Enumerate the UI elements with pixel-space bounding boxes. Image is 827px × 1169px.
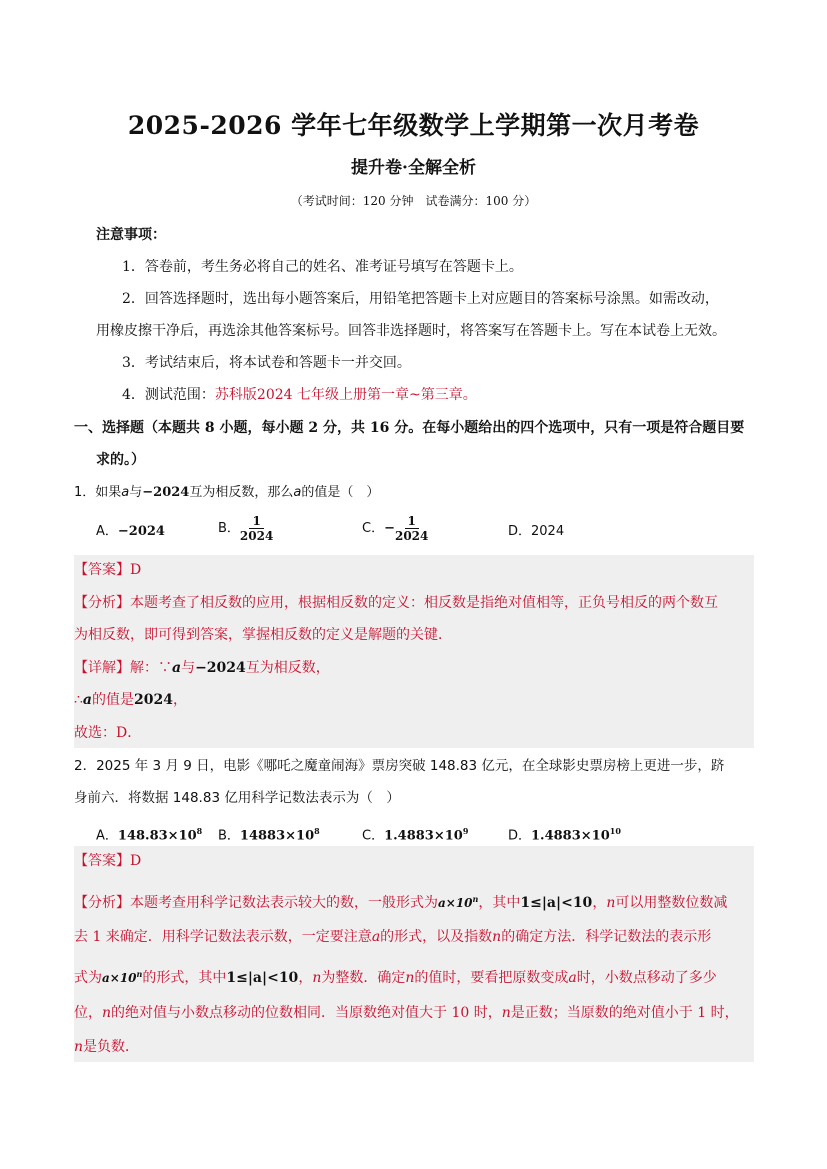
analysis-text: 是负数． (83, 1039, 140, 1055)
var-n: n (102, 1005, 112, 1021)
page-subtitle: 提升卷·全解全析 (351, 158, 476, 178)
notice-heading: 注意事项： (96, 227, 166, 243)
fraction-numerator: 1 (405, 514, 419, 529)
q1-analysis-line-2: 为相反数，即可得到答案，掌握相反数的定义是解题的关键． (74, 627, 452, 643)
option-label: B． (218, 521, 240, 536)
option-exponent: 8 (314, 826, 320, 836)
q1-option-a (96, 522, 165, 542)
question-1-stem (74, 483, 379, 503)
q1-var-a: a (293, 485, 302, 500)
var-n: n (606, 895, 616, 911)
var-n: n (312, 970, 322, 986)
var-n: n (74, 1039, 84, 1055)
analysis-text: 的形式，其中 (142, 970, 227, 986)
analysis-text: 为整数．确定 (321, 970, 406, 986)
question-2-stem-line-2: 身前六．将数据 148.83 亿用科学记数法表示为（ ） (74, 790, 400, 806)
analysis-text: 式为 (74, 970, 102, 986)
fraction (395, 514, 428, 543)
option-value: 2024 (531, 524, 565, 539)
sci-form: a×10 (438, 896, 473, 910)
section-heading-cont: 求的。） (96, 452, 145, 468)
q2-option-d (508, 821, 621, 846)
page-title: 2025-2026 学年七年级数学上学期第一次月考卷 (127, 111, 700, 140)
option-label: A． (96, 524, 118, 539)
analysis-text: 的值时，要看把原数变成 (414, 970, 569, 986)
option-label: C． (362, 828, 385, 844)
analysis-text: 是正数；当原数的绝对值小于 1 时， (510, 1005, 739, 1021)
q1-stem-part: 与 (129, 485, 143, 500)
option-label: D． (508, 524, 532, 539)
detail-var-a: a (172, 660, 182, 676)
notice-item-3: 3．考试结束后，将本试卷和答题卡一并交回。 (122, 355, 411, 371)
notice-item-2-line-2: 用橡皮擦干净后，再选涂其他答案标号。回答非选择题时，将答案写在答题卡上。写在本试卷上无效。 (96, 323, 726, 339)
analysis-text: 可以用整数位数减 (615, 895, 728, 911)
detail-number: −2024 (195, 660, 246, 676)
option-value: 14883×10 (239, 828, 315, 844)
sci-exponent: n (472, 894, 479, 904)
fraction-denominator: 2024 (239, 529, 274, 543)
var-a: a (568, 970, 577, 986)
q2-analysis-line-3 (74, 964, 717, 988)
q1-var-a: a (121, 485, 130, 500)
therefore-text: 的值是 (92, 692, 134, 708)
q2-answer: 【答案】D (74, 853, 142, 869)
analysis-text: ， (298, 970, 313, 986)
analysis-text: 的确定方法．科学记数法的表示形 (501, 929, 712, 945)
option-label: C． (362, 521, 385, 536)
q1-option-d (508, 522, 564, 542)
fraction-numerator: 1 (249, 514, 263, 529)
q1-option-c (362, 514, 428, 543)
option-exponent: 10 (609, 826, 621, 836)
option-exponent: 8 (196, 826, 203, 836)
analysis-text: 位， (74, 1005, 102, 1021)
detail-text: 【详解】解：∵ (74, 660, 172, 676)
q2-answer-block (74, 846, 754, 1062)
q2-analysis-line-5 (74, 1037, 139, 1057)
analysis-text: 时，小数点移动了多少 (576, 970, 717, 986)
q2-option-b (218, 821, 320, 846)
option-exponent: 9 (462, 826, 469, 836)
test-range: 苏科版2024 七年级上册第一章~第三章。 (214, 387, 477, 403)
q1-stem-part: 1．如果 (74, 485, 122, 500)
var-a: a (371, 929, 381, 945)
option-sign: − (384, 521, 395, 536)
q1-number: −2024 (142, 485, 190, 500)
detail-text: 互为相反数， (245, 660, 330, 676)
option-value: 148.83×10 (117, 828, 197, 844)
q2-analysis-line-1 (74, 889, 727, 913)
notice-item-1: 1．答卷前，考生务必将自己的姓名、准考证号填写在答题卡上。 (122, 259, 523, 275)
q1-analysis-line-1: 【分析】本题考查了相反数的应用，根据相反数的定义：相反数是指绝对值相等，正负号相反的两个数互 (74, 595, 718, 611)
question-2-stem-line-1: 2．2025 年 3 月 9 日，电影《哪吒之魔童闹海》票房突破 148.83 亿元，在全球影史票房榜上更进一步，跻 (74, 758, 725, 774)
q2-option-a (96, 821, 202, 846)
var-n: n (501, 1005, 511, 1021)
analysis-text: ，其中 (478, 895, 521, 911)
q1-answer: 【答案】D (74, 562, 142, 578)
sci-exponent: n (136, 969, 143, 979)
section-heading: 一、选择题（本题共 8 小题，每小题 2 分，共 16 分。在每小题给出的四个选项中，只有一项是符合题目要 (74, 420, 745, 436)
therefore-var-a: a (82, 692, 92, 708)
fraction (240, 514, 273, 543)
therefore-symbol: ∴ (74, 692, 83, 708)
option-label: D． (508, 828, 532, 844)
q2-analysis-line-2 (74, 927, 711, 947)
exam-meta: （考试时间：120 分钟 试卷满分：100 分） (290, 194, 537, 208)
option-value: −2024 (117, 524, 165, 539)
q1-stem-part: 的值是（ ） (301, 485, 380, 500)
analysis-text: 的形式，以及指数 (380, 929, 493, 945)
inequality: 1≤|a|<10 (226, 970, 299, 986)
analysis-text: 【分析】本题考查用科学记数法表示较大的数，一般形式为 (74, 895, 438, 911)
var-n: n (405, 970, 415, 986)
notice-item-2-line-1: 2．回答选择题时，选出每小题答案后，用铅笔把答题卡上对应题目的答案标号涂黑。如需改动， (122, 291, 719, 307)
therefore-value: 2024 (134, 692, 173, 708)
option-value: 1.4883×10 (384, 828, 463, 844)
q1-therefore (74, 690, 187, 710)
option-value: 1.4883×10 (531, 828, 610, 844)
sci-form: a×10 (102, 971, 137, 985)
notice-item-4-prefix: 4．测试范围： (122, 387, 215, 403)
option-label: B． (218, 828, 240, 844)
q2-analysis-line-4 (74, 1003, 739, 1023)
q1-option-b (218, 514, 273, 543)
q1-choice: 故选：D． (74, 725, 142, 741)
fraction-denominator: 2024 (394, 529, 429, 543)
var-n: n (492, 929, 502, 945)
q2-option-c (362, 821, 468, 846)
q1-detail (74, 658, 330, 678)
option-label: A． (96, 828, 118, 844)
inequality: 1≤|a|<10 (520, 895, 593, 911)
analysis-text: ， (592, 895, 607, 911)
q1-answer-block (74, 555, 754, 748)
therefore-text: ， (172, 692, 187, 708)
q1-stem-part: 互为相反数，那么 (189, 485, 294, 500)
analysis-text: 去 1 来确定．用科学记数法表示数，一定要注意 (74, 929, 372, 945)
detail-text: 与 (181, 660, 196, 676)
notice-item-4 (122, 385, 477, 405)
analysis-text: 的绝对值与小数点移动的位数相同．当原数绝对值大于 10 时， (111, 1005, 502, 1021)
